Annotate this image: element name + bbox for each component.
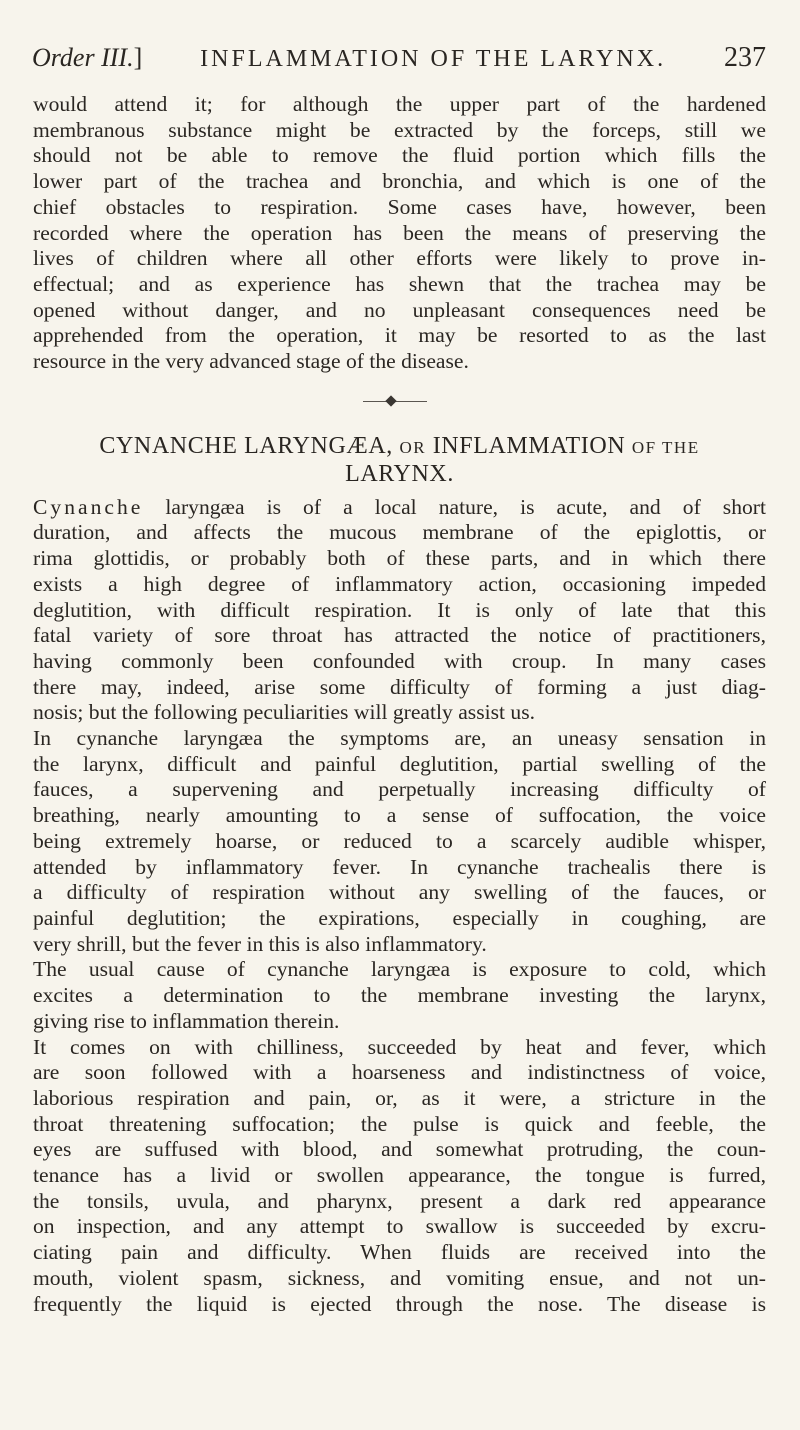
text-line: eyes are suffused with blood, and somewhat protruding, the coun- [33,1137,766,1162]
text-run: laryngæa is of a local nature, is acute, and of short [143,494,766,519]
text-line: should not be able to remove the fluid portion which fills the [33,143,766,168]
text-line: laborious respiration and pain, or, as it were, a stricture in the [33,1085,766,1110]
text-line: In cynanche laryngæa the symptoms are, an uneasy sensation in [33,726,766,751]
paragraph-2 [33,495,766,726]
section-heading [33,433,766,487]
text-line: on inspection, and any attempt to swallow is succeeded by excru- [33,1214,766,1239]
running-head-title: INFLAMMATION OF THE LARYNX. [200,46,667,72]
order-number: III. [101,43,134,72]
title-inflammation: INFLAMMATION [432,432,626,459]
text-line: mouth, violent spasm, sickness, and vomiting ensue, and not un- [33,1265,766,1290]
text-line: would attend it; for although the upper part of the hardened [33,92,766,116]
text-line: a difficulty of respiration without any swelling of the fauces, or [33,880,766,905]
text-line: frequently the liquid is ejected through the nose. The disease is [33,1291,766,1316]
paragraph-4 [33,957,766,1034]
text-line: resource in the very advanced stage of the disease. [33,349,469,374]
title-cynanche: CYNANCHE LARYNGÆA, [99,432,393,459]
text-line: tenance has a livid or swollen appearance, the tongue is furred, [33,1163,766,1188]
text-line: lives of children where all other efforts were likely to prove in- [33,246,766,271]
page-number: 237 [724,42,766,73]
divider-ornament [385,395,396,406]
text-line: It comes on with chilliness, succeeded by heat and fever, which [33,1034,766,1059]
text-line [33,495,766,521]
text-line: deglutition, with difficult respiration. It is only of late that this [33,597,766,622]
paragraph-1 [33,92,766,375]
text-line: nosis; but the following peculiarities will greatly assist us. [33,700,535,725]
text-line: fatal variety of sore throat has attracted the notice of practitioners, [33,623,766,648]
text-line: fauces, a supervening and perpetually increasing difficulty of [33,777,766,802]
text-line: attended by inflammatory fever. In cynanche trachealis there is [33,854,766,879]
text-line: lower part of the trachea and bronchia, and which is one of the [33,169,766,194]
text-line: very shrill, but the fever in this is also inflammatory. [33,931,487,956]
text-line: apprehended from the operation, it may be resorted to as the last [33,323,766,348]
body-text [33,92,766,1317]
text-line: excites a determination to the membrane investing the larynx, [33,983,766,1008]
text-line: giving rise to inflammation therein. [33,1008,340,1033]
order-bracket: ] [133,43,143,72]
text-line: breathing, nearly amounting to a sense of suffocation, the voice [33,803,766,828]
text-line: opened without danger, and no unpleasant consequences need be [33,297,766,322]
text-line: throat threatening suffocation; the pulse is quick and feeble, the [33,1111,766,1136]
running-head-order [32,43,142,73]
text-line: being extremely hoarse, or reduced to a scarcely audible whisper, [33,828,766,853]
text-line: the larynx, difficult and painful deglutition, partial swelling of the [33,751,766,776]
lead-word: Cynanche [33,494,144,519]
section-divider [33,375,766,433]
text-line: duration, and affects the mucous membrane of the epiglottis, or [33,520,766,545]
text-line: The usual cause of cynanche laryngæa is exposure to cold, which [33,957,766,982]
running-head [32,42,766,74]
text-line: are soon followed with a hoarseness and indistinctness of voice, [33,1060,766,1085]
title-or: OR [399,437,427,457]
paragraph-5 [33,1035,766,1318]
text-line: membranous substance might be extracted by the forceps, still we [33,117,766,142]
text-line: rima glottidis, or probably both of these parts, and in which there [33,546,766,571]
text-line: having commonly been confounded with croup. In many cases [33,648,766,673]
text-line: chief obstacles to respiration. Some cases have, however, been [33,194,766,219]
section-title-line-2: LARYNX. [345,460,454,487]
text-line: effectual; and as experience has shewn that the trachea may be [33,271,766,296]
text-line: ciating pain and difficulty. When fluids are received into the [33,1240,766,1265]
order-label: Order [32,43,95,72]
text-line: the tonsils, uvula, and pharynx, present a dark red appearance [33,1188,766,1213]
text-line: recorded where the operation has been the means of preserving the [33,220,766,245]
text-line: painful deglutition; the expirations, especially in coughing, are [33,905,766,930]
text-line: exists a high degree of inflammatory action, occasioning impeded [33,571,766,596]
section-title-line-1 [33,433,766,461]
text-line: there may, indeed, arise some difficulty of forming a just diag- [33,674,766,699]
paragraph-3 [33,726,766,957]
title-of-the: OF THE [631,437,700,457]
